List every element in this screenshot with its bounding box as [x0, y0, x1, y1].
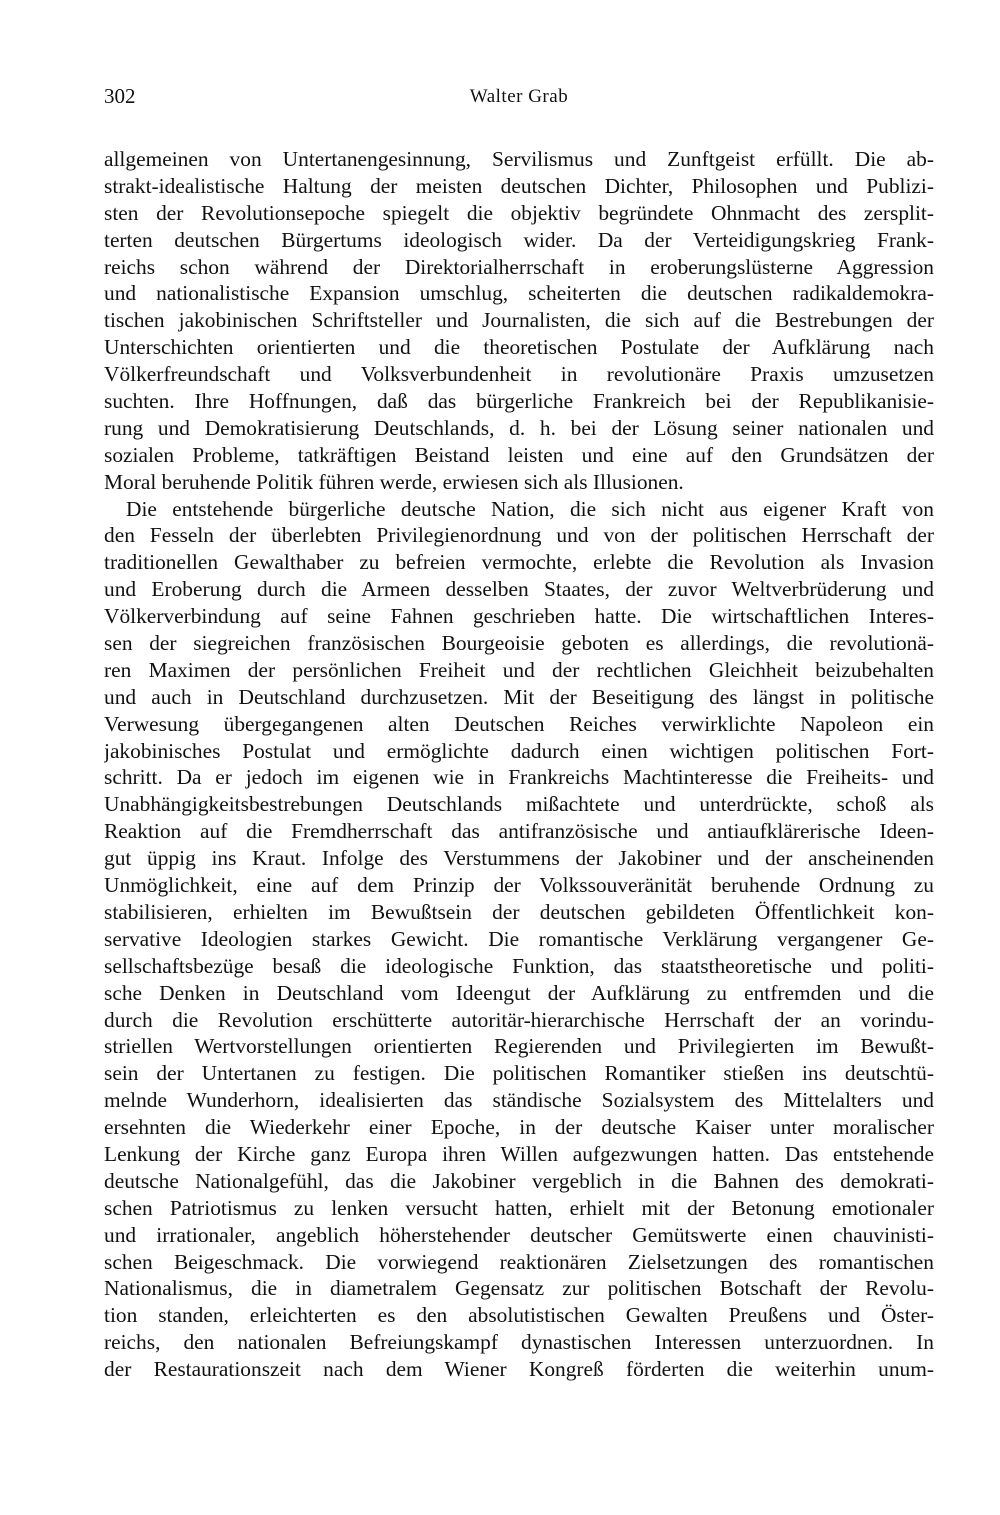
text-line: sten der Revolutionsepoche spiegelt die objektiv begründete Ohnmacht des zersplit-	[104, 200, 934, 225]
text-line: sen der siegreichen französischen Bourgeoisie geboten es allerdings, die revolutionä-	[104, 631, 934, 656]
text-line: Unterschichten orientierten und die theoretischen Postulate der Aufklärung nach	[104, 335, 934, 360]
text-line: stabilisieren, erhielten im Bewußtsein der deutschen gebildeten Öffentlichkeit kon-	[104, 899, 934, 924]
text-line: gut üppig ins Kraut. Infolge des Verstummens der Jakobiner und der anscheinenden	[104, 846, 934, 871]
text-line: Völkerverbindung auf seine Fahnen geschrieben hatte. Die wirtschaftlichen Interes-	[104, 604, 934, 629]
text-line: Völkerfreundschaft und Volksverbundenheit in revolutionäre Praxis umzusetzen	[104, 362, 934, 387]
text-line: durch die Revolution erschütterte autoritär-hierarchische Herrschaft der an vorindu-	[104, 1007, 934, 1032]
text-line: traditionellen Gewalthaber zu befreien vermochte, erlebte die Revolution als Invasion	[104, 550, 934, 575]
text-line: Nationalismus, die in diametralem Gegensatz zur politischen Botschaft der Revolu-	[104, 1276, 934, 1301]
text-line: sellschaftsbezüge besaß die ideologische Funktion, das staatstheoretische und politi-	[104, 953, 934, 978]
text-line: striellen Wertvorstellungen orientierten Regierenden und Privilegierten im Bewußt-	[104, 1034, 934, 1059]
paragraph	[104, 146, 934, 496]
text-line: den Fesseln der überlebten Privilegienordnung und von der politischen Herrschaft der	[104, 523, 934, 548]
text-line: Moral beruhende Politik führen werde, erwiesen sich als Illusionen.	[104, 469, 684, 494]
running-head-author: Walter Grab	[469, 86, 569, 107]
text-line: Reaktion auf die Fremdherrschaft das antifranzösische und antiaufklärerische Ideen-	[104, 819, 934, 844]
text-line: Lenkung der Kirche ganz Europa ihren Willen aufgezwungen hatten. Das entstehende	[104, 1141, 934, 1166]
text-line: Unmöglichkeit, eine auf dem Prinzip der Volkssouveränität beruhende Ordnung zu	[104, 873, 934, 898]
text-line: Die entstehende bürgerliche deutsche Nation, die sich nicht aus eigener Kraft von	[126, 496, 934, 521]
text-line: jakobinisches Postulat und ermöglichte dadurch einen wichtigen politischen Fort-	[104, 738, 934, 763]
text-line: schritt. Da er jedoch im eigenen wie in Frankreichs Machtinteresse die Freiheits- und	[104, 765, 934, 790]
text-line: sein der Untertanen zu festigen. Die politischen Romantiker stießen ins deutschtü-	[104, 1061, 934, 1086]
text-line: tion standen, erleichterten es den absolutistischen Gewalten Preußens und Öster-	[104, 1303, 934, 1328]
text-line: und irrationaler, angeblich höherstehender deutscher Gemütswerte einen chauvinisti-	[104, 1222, 934, 1247]
text-line: schen Beigeschmack. Die vorwiegend reaktionären Zielsetzungen des romantischen	[104, 1249, 934, 1274]
text-line: rung und Demokratisierung Deutschlands, d. h. bei der Lösung seiner nationalen und	[104, 415, 934, 440]
text-line: sche Denken in Deutschland vom Ideengut der Aufklärung zu entfremden und die	[104, 980, 934, 1005]
text-line: Unabhängigkeitsbestrebungen Deutschlands mißachtete und unterdrückte, schoß als	[104, 792, 934, 817]
text-line: suchten. Ihre Hoffnungen, daß das bürgerliche Frankreich bei der Republikanisie-	[104, 389, 934, 414]
text-line: terten deutschen Bürgertums ideologisch wider. Da der Verteidigungskrieg Frank-	[104, 227, 934, 252]
text-line: sozialen Probleme, tatkräftigen Beistand leisten und eine auf den Grundsätzen der	[104, 442, 934, 467]
text-line: Verwesung übergegangenen alten Deutschen Reiches verwirklichte Napoleon ein	[104, 711, 934, 736]
text-line: reichs schon während der Direktorialherrschaft in eroberungslüsterne Aggression	[104, 254, 934, 279]
running-head	[104, 84, 934, 114]
text-line: und Eroberung durch die Armeen desselben Staates, der zuvor Weltverbrüderung und	[104, 577, 934, 602]
text-line: ren Maximen der persönlichen Freiheit und der rechtlichen Gleichheit beizubehalten	[104, 657, 934, 682]
text-line: der Restaurationszeit nach dem Wiener Kongreß förderten die weiterhin unum-	[104, 1357, 934, 1382]
text-line: und nationalistische Expansion umschlug, scheiterten die deutschen radikaldemokra-	[104, 281, 934, 306]
text-line: ersehnten die Wiederkehr einer Epoche, in der deutsche Kaiser unter moralischer	[104, 1115, 934, 1140]
paragraph	[104, 496, 934, 1383]
text-line: tischen jakobinischen Schriftsteller und Journalisten, die sich auf die Bestrebungen der	[104, 308, 934, 333]
text-line: deutsche Nationalgefühl, das die Jakobiner vergeblich in die Bahnen des demokrati-	[104, 1168, 934, 1193]
text-line: melnde Wunderhorn, idealisierten das ständische Sozialsystem des Mittelalters und	[104, 1088, 934, 1113]
text-line: reichs, den nationalen Befreiungskampf dynastischen Interessen unterzuordnen. In	[104, 1330, 934, 1355]
text-line: schen Patriotismus zu lenken versucht hatten, erhielt mit der Betonung emotionaler	[104, 1195, 934, 1220]
text-line: servative Ideologien starkes Gewicht. Die romantische Verklärung vergangener Ge-	[104, 926, 934, 951]
body-text	[104, 146, 934, 1383]
text-line: allgemeinen von Untertanengesinnung, Servilismus und Zunftgeist erfüllt. Die ab-	[104, 147, 934, 171]
page-number: 302	[104, 84, 136, 108]
text-line: und auch in Deutschland durchzusetzen. Mit der Beseitigung des längst in politische	[104, 684, 934, 709]
text-line: strakt-idealistische Haltung der meisten deutschen Dichter, Philosophen und Publizi-	[104, 173, 934, 198]
